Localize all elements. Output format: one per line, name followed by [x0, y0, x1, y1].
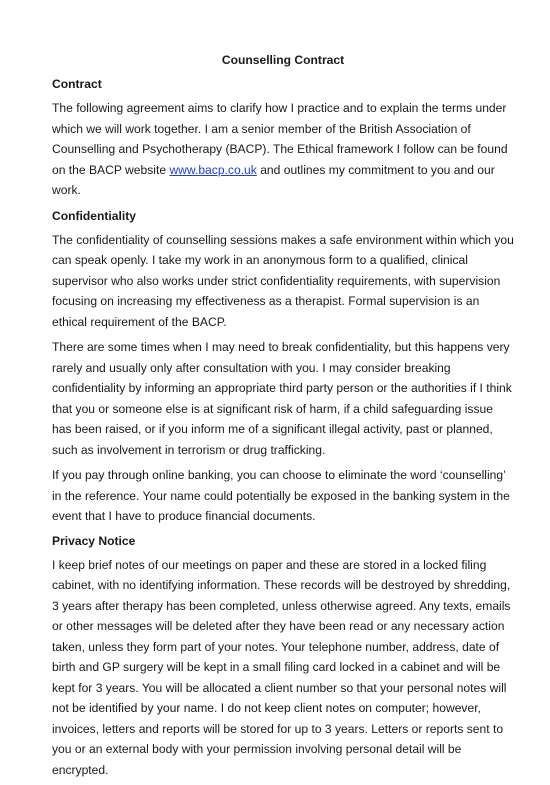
section-heading-confidentiality: Confidentiality: [52, 208, 136, 223]
contract-paragraph: [52, 98, 514, 201]
confidentiality-paragraph-3: If you pay through online banking, you can choose to eliminate the word ‘counselling’ in the reference. Your name could potentially be exposed in the banking system in the event that I have to produce financial documents.: [52, 468, 510, 523]
contract-text-before-link: The following agreement aims to clarify how I practice and to explain the terms under which we will work together. I am a senior member of the British Association of Counselling and Psychotherapy (BACP). The Ethical framework I follow can be found on the BACP website: [52, 101, 508, 177]
section-heading-contract: Contract: [52, 77, 102, 91]
confidentiality-paragraph-1: The confidentiality of counselling sessions makes a safe environment within which you can speak openly. I take my work in an anonymous form to a qualified, clinical supervisor who also works under strict confidentiality requirements, with supervision focusing on increasing my effectiveness as a therapist. Formal supervision is an ethical requirement of the BACP.: [52, 232, 514, 329]
privacy-paragraph-1: I keep brief notes of our meetings on paper and these are stored in a locked filing cabinet, with no identifying information. These records will be destroyed by shredding, 3 years after therapy has been completed, unless otherwise agreed. Any texts, emails or other messages will be deleted after they have been read or any necessary action taken, unless they form part of your notes. Your telephone number, address, date of birth and GP surgery will be kept in a small filing card locked in a cabinet and will be kept for 3 years. You will be allocated a client number so that your personal notes will not be identified by your name. I do not keep client notes on computer; however, invoices, letters and reports will be stored for up to 3 years. Letters or reports sent to you or an external body with your permission involving personal detail will be encrypted.: [52, 557, 511, 777]
confidentiality-paragraph-2: There are some times when I may need to break confidentiality, but this happens very rarely and usually only after consultation with you. I may consider breaking confidentiality by informing an appropriate third party person or the authorities if I think that you or someone else is at significant risk of harm, if a child safeguarding issue has been raised, or if you inform me of a significant illegal activity, past or planned, such as involvement in terrorism or drug trafficking.: [52, 340, 512, 457]
contract-text-after-link: and outlines my commitment to you and our work.: [52, 162, 495, 197]
section-heading-privacy-notice: Privacy Notice: [52, 533, 136, 548]
bacp-website-link[interactable]: www.bacp.co.uk: [169, 162, 257, 177]
document-page: [52, 50, 514, 785]
document-title: Counselling Contract: [221, 53, 345, 67]
